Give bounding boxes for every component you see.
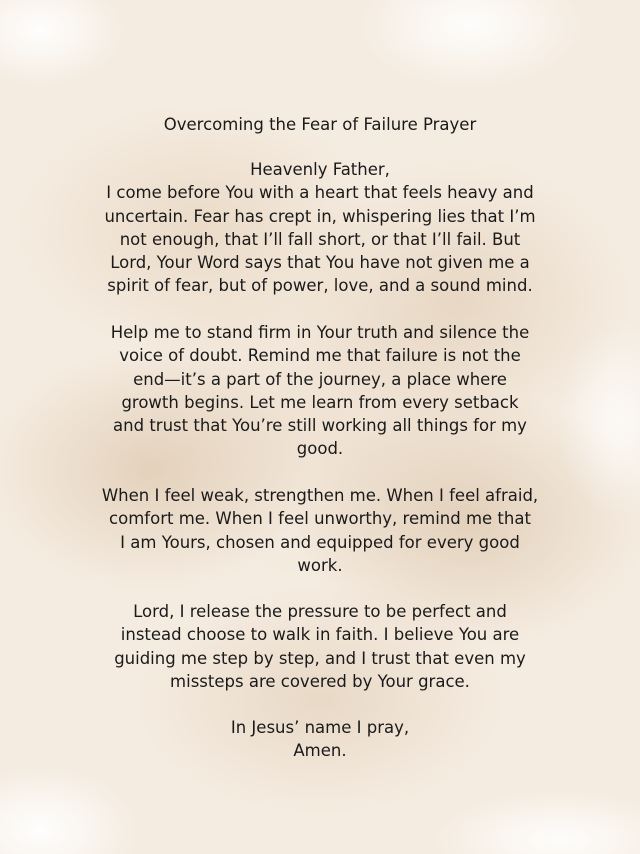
text-line: I come before You with a heart that feels heavy and <box>106 183 534 203</box>
text-line: spirit of fear, but of power, love, and a sound mind. <box>107 276 533 296</box>
paragraph-faith <box>100 600 540 693</box>
text-line: When I feel weak, strengthen me. When I feel afraid, <box>101 486 539 505</box>
text-line: Amen. <box>293 741 347 761</box>
text-line: end—it’s a part of the journey, a place where <box>133 369 507 389</box>
text-line: work. <box>297 555 343 575</box>
text-line: not enough, that I’ll fall short, or that I’ll fail. But <box>119 229 521 249</box>
prayer-title: Overcoming the Fear of Failure Prayer <box>163 115 477 134</box>
text-line: Heavenly Father, <box>250 160 390 179</box>
text-line: missteps are covered by Your grace. <box>170 671 470 691</box>
text-line: I am Yours, chosen and equipped for every good <box>120 532 520 552</box>
paragraph-closing <box>100 716 540 763</box>
text-line: uncertain. Fear has crept in, whispering lies that I’m <box>104 206 536 226</box>
text-line: In Jesus’ name I pray, <box>230 718 410 737</box>
paragraph-opening <box>100 158 540 298</box>
text-line: growth begins. Let me learn from every setback <box>121 392 519 412</box>
paragraph-strength <box>100 484 540 577</box>
text-line: and trust that You’re still working all things for my <box>113 416 527 436</box>
text-line: comfort me. When I feel unworthy, remind me that <box>109 509 531 529</box>
paragraph-truth <box>100 321 540 461</box>
text-line: good. <box>296 439 344 459</box>
text-line: instead choose to walk in faith. I believe You are <box>120 625 520 645</box>
text-line: Lord, I release the pressure to be perfect and <box>133 602 507 621</box>
text-line: guiding me step by step, and I trust that even my <box>114 648 526 668</box>
text-line: Help me to stand firm in Your truth and silence the <box>110 323 530 342</box>
text-line: Lord, Your Word says that You have not given me a <box>110 253 530 273</box>
text-line: voice of doubt. Remind me that failure is not the <box>119 346 521 366</box>
